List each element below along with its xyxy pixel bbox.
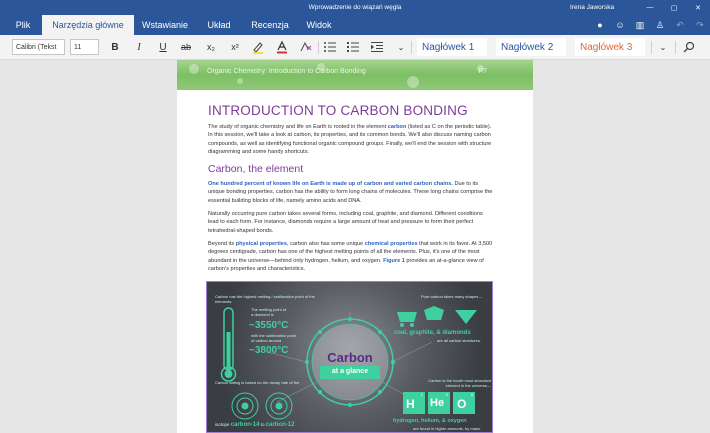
paragraph-2[interactable]: Naturally occurring pure carbon takes several forms, including coal, graphite, and diamond. Different conditions lead to each form. For instance, diamonds require a large amount of heat and pressure to form their perfect tetrahedral-shaped bonds. — [208, 211, 483, 234]
tab-bar-icons — [590, 15, 710, 35]
font-name-input[interactable]: Calibri (Tekst — [12, 39, 65, 55]
subscript-button[interactable]: x₂ — [207, 42, 215, 52]
lightbulb-icon[interactable]: ● — [597, 20, 603, 30]
numbering-icon[interactable] — [345, 39, 361, 55]
section-heading[interactable]: Carbon, the element — [208, 163, 304, 175]
header-text: Organic Chemistry: Introduction to Carbon Bonding — [207, 68, 366, 75]
element-tile: 1 H — [403, 392, 425, 414]
smiley-icon[interactable]: ☺ — [615, 20, 625, 30]
document-title[interactable]: INTRODUCTION TO CARBON BONDING — [208, 103, 468, 118]
diamond-melt-caption: The melting point of a diamond is — [251, 307, 287, 317]
carbon-isotopes-icons — [232, 393, 292, 419]
font-color-icon[interactable] — [273, 39, 291, 55]
redo-icon[interactable]: ↷ — [696, 19, 704, 30]
tab-review[interactable]: Recenzja — [251, 20, 289, 30]
highlighter-icon[interactable] — [249, 39, 267, 55]
page-number: P7 — [478, 68, 487, 75]
infographic-title: Carbon — [327, 350, 373, 365]
carbon-shapes-value: coal, graphite, & diamonds — [394, 330, 471, 336]
document-page[interactable] — [177, 60, 533, 433]
close-icon[interactable]: ✕ — [695, 4, 701, 12]
carbon-infographic[interactable] — [206, 281, 493, 433]
book-icon[interactable]: ▥ — [635, 19, 645, 30]
carbon-forms-icons — [397, 306, 477, 327]
ribbon-tabs — [0, 15, 710, 35]
tab-layout[interactable]: Układ — [207, 20, 231, 30]
carbon-shapes-caption: Pure carbon takes many shapes – — [421, 294, 482, 299]
paragraph-3[interactable]: Beyond its physical properties, carbon also has some unique chemical properties that work in its favor. At 3,500 degrees centigrade, carbon has one of the highest melting points of all the elements. Plus, it's one of the most abundant in the universe—behind only hydrogen, helium, and oxygen. Figure 1 provides an at-a-glance view of carbon's properties and characteristics. — [208, 241, 493, 272]
title-bar — [0, 0, 710, 15]
element-tile: 2 He — [428, 392, 450, 414]
abundant-elements-value: hydrogen, helium, & oxygen — [393, 418, 467, 424]
ribbon-separator — [651, 41, 652, 54]
tab-home[interactable]: Narzędzia główne — [42, 15, 134, 35]
window-title: Wprowadzenie do wiązań węgla — [308, 4, 402, 11]
styles-expand-chevron-icon[interactable]: ⌄ — [659, 42, 667, 52]
carbon-structures-caption: are all carbon structures. — [437, 338, 482, 343]
abundance-caption: Carbon is the fourth most abundant element in the universe— — [428, 378, 491, 388]
indent-icon[interactable] — [369, 39, 385, 55]
ribbon-separator — [411, 41, 412, 54]
undo-icon[interactable]: ↶ — [676, 19, 684, 30]
ribbon-home — [0, 35, 710, 60]
share-person-icon[interactable]: ♙ — [655, 19, 665, 30]
paragraph-1[interactable]: One hundred percent of known life on Earth is made up of carbon and varied carbon chains. Due to its unique bonding properties, carbon has the ability to form long chains of molecules. These long chains comprise the essential building blocks of life, namely amino acids and DNA. — [208, 181, 493, 204]
window-controls — [638, 0, 710, 15]
element-tiles — [403, 392, 475, 414]
strikethrough-button[interactable]: ab — [180, 42, 191, 52]
tab-view[interactable]: Widok — [306, 20, 332, 30]
melting-point-caption: Carbon has the highest melting / sublimation point of the elements. — [215, 294, 315, 304]
sublimation-value: ~3800°C — [249, 345, 289, 356]
italic-button[interactable]: I — [137, 41, 141, 53]
style-heading2[interactable]: Nagłówek 2 — [496, 38, 566, 56]
style-heading3[interactable]: Nagłówek 3 — [575, 38, 645, 56]
superscript-button[interactable]: x² — [231, 42, 239, 52]
infographic-subtitle: at a glance — [331, 368, 369, 375]
abundant-elements-caption: are found in higher amounts, by mass. — [413, 426, 482, 431]
melting-point-value: ~3550°C — [249, 320, 289, 331]
search-icon[interactable] — [680, 39, 698, 55]
clear-formatting-icon[interactable] — [297, 39, 315, 55]
ribbon-separator — [675, 41, 676, 54]
isotope-caption: isotope carbon-14 to carbon-12 — [215, 422, 295, 428]
intro-paragraph[interactable]: The study of organic chemistry and life on Earth is rooted in the element carbon (listed as C on the periodic table). In this session, we'll take a look at carbon, its properties, and its common bonds. We'll also discuss naming carbon compounds, as well as identifying functional organic compound groups. Finally, we'll end the session with structure diagramming and some handy shortcuts. — [208, 124, 492, 155]
tab-file[interactable]: Plik — [15, 20, 31, 30]
carbon-dating-caption: Carbon dating is based on the decay rate of the — [215, 380, 300, 385]
page-header-banner — [177, 60, 533, 90]
thermometer-icon — [222, 308, 236, 381]
sublimation-caption: with the sublimation point of carbon around — [251, 333, 296, 343]
style-heading1[interactable]: Nagłówek 1 — [417, 38, 487, 56]
tab-insert[interactable]: Wstawianie — [141, 20, 188, 30]
bullets-icon[interactable] — [322, 39, 338, 55]
ribbon-separator — [318, 41, 319, 54]
element-tile: 8 O — [453, 392, 475, 414]
user-name[interactable]: Irena Jaworska — [570, 4, 615, 11]
underline-button[interactable]: U — [159, 41, 167, 53]
minimize-icon[interactable]: — — [646, 4, 654, 11]
font-size-input[interactable]: 11 — [70, 39, 99, 55]
maximize-icon[interactable]: ▢ — [670, 4, 678, 12]
chevron-down-icon[interactable]: ⌄ — [397, 42, 405, 52]
bold-button[interactable]: B — [111, 41, 119, 53]
